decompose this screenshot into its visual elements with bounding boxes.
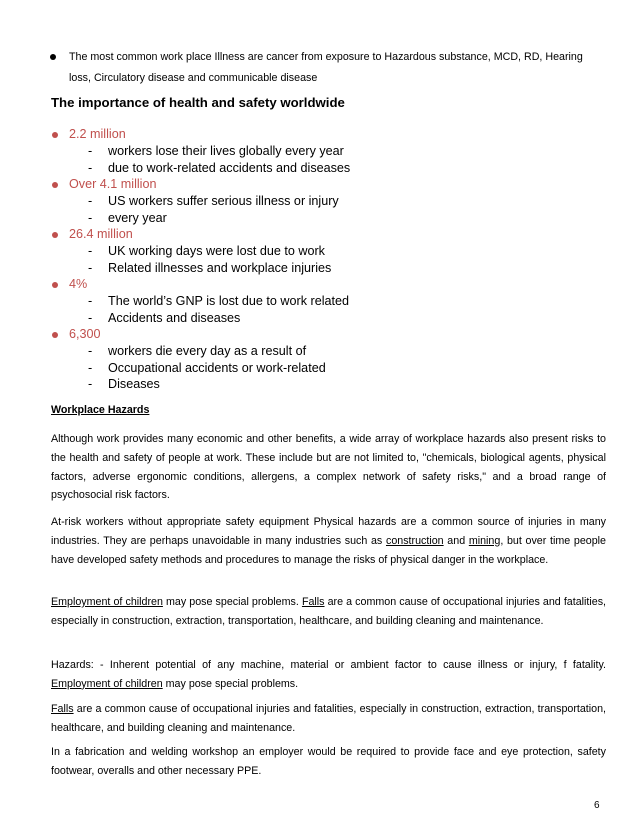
bullet-icon (52, 232, 58, 238)
bullet-icon (52, 132, 58, 138)
paragraph-5 (51, 700, 606, 738)
stat-detail-text: The world’s GNP is lost due to work related (108, 294, 350, 308)
stat-detail-line (51, 210, 451, 227)
paragraph-2 (51, 513, 606, 569)
paragraph-3 (51, 593, 606, 631)
stat-detail-text: Related illnesses and workplace injuries (108, 260, 332, 275)
dash-marker: - (88, 260, 93, 275)
stat-detail-line (51, 243, 451, 260)
employment-of-children-link-2[interactable]: Employment of children (51, 677, 163, 690)
stat-value: 26.4 million (69, 227, 133, 241)
dash-marker: - (88, 310, 93, 325)
stat-detail-text: due to work-related accidents and diseases (108, 160, 351, 175)
dash-marker: - (88, 244, 93, 258)
paragraph-5-text-a: are a common cause of occupational injuries and fatalities, especially in construction, extraction, transportation, healthcare, and building cleaning and maintenance. (51, 703, 606, 734)
paragraph-4-text-a: Hazards: - Inherent potential of any machine, material or ambient factor to cause illness or injury, f fatality. (51, 659, 606, 671)
paragraph-2-text-c: , but over time people have developed safety methods and procedures to manage the risks of physical danger in the workplace. (51, 534, 606, 566)
paragraph-6: In a fabrication and welding workshop an employer would be required to provide face and eye protection, safety footwear, overalls and other necessary PPE. (51, 746, 606, 777)
stat-detail-line (51, 160, 451, 177)
paragraph-2-text-b: and (443, 534, 469, 547)
construction-link[interactable]: construction (385, 534, 444, 547)
stat-item (51, 126, 451, 143)
paragraph-4-text-b: may pose special problems. (162, 677, 299, 690)
bullet-icon (52, 282, 58, 288)
dash-marker: - (88, 210, 93, 225)
dash-marker: - (88, 377, 93, 391)
dash-marker: - (88, 160, 93, 175)
stat-detail-line (51, 310, 451, 327)
stat-value: 6,300 (69, 327, 101, 341)
stat-detail-line (51, 343, 451, 360)
dash-marker: - (88, 294, 93, 308)
stat-detail-line (51, 360, 451, 377)
top-bullet-text: The most common work place Illness are cancer from exposure to Hazardous substance, MCD, RD, Hearing loss, Circulatory disease and communicable disease (69, 51, 583, 84)
stat-detail-line (51, 260, 451, 277)
stat-detail-line (51, 376, 451, 393)
mining-link[interactable]: mining (468, 534, 501, 547)
section-heading: The importance of health and safety worldwide (51, 95, 345, 110)
stat-detail-text: UK working days were lost due to work (108, 244, 325, 258)
statistics-list (51, 126, 451, 393)
stat-value: 4% (69, 277, 88, 291)
dash-marker: - (88, 344, 93, 358)
stat-value: Over 4.1 million (69, 177, 157, 191)
stat-item (51, 226, 451, 243)
bullet-icon (52, 182, 58, 188)
stat-detail-text: Diseases (108, 377, 160, 391)
employment-of-children-link[interactable]: Employment of children (51, 596, 163, 608)
stat-detail-line (51, 143, 451, 160)
stat-detail-text: Accidents and diseases (108, 310, 241, 325)
paragraph-3-text-a: may pose special problems. (162, 596, 302, 608)
stat-item (51, 276, 451, 293)
workplace-hazards-title: Workplace Hazards (51, 404, 150, 416)
stat-value: 2.2 million (69, 127, 126, 141)
page-number: 6 (594, 800, 600, 811)
paragraph-3-text-b: are a common cause of occupational injuries and fatalities, especially in construction, extraction, transportation, healthcare, and building cleaning and maintenance. (51, 596, 607, 627)
stat-detail-text: workers die every day as a result of (108, 344, 307, 358)
stat-detail-line (51, 193, 451, 210)
stat-detail-text: US workers suffer serious illness or injury (108, 194, 339, 208)
falls-link-2[interactable]: Falls (51, 703, 74, 715)
stat-item (51, 176, 451, 193)
stat-detail-text: Occupational accidents or work-related (108, 360, 326, 375)
dash-marker: - (88, 194, 93, 208)
bullet-icon (52, 332, 58, 338)
paragraph-2-text-a: At-risk workers without appropriate safety equipment Physical hazards are a common source of injuries in many industries. They are perhaps unavoidable in many industries such as (51, 516, 606, 547)
bullet-icon (50, 54, 56, 60)
falls-link[interactable]: Falls (301, 596, 325, 608)
stat-item (51, 326, 451, 343)
stat-detail-text: every year (108, 210, 167, 225)
paragraph-4 (51, 656, 606, 694)
stat-detail-text: workers lose their lives globally every year (108, 144, 344, 158)
dash-marker: - (88, 360, 93, 375)
stat-detail-line (51, 293, 451, 310)
dash-marker: - (88, 144, 93, 158)
paragraph-1: Although work provides many economic and other benefits, a wide array of workplace hazards also present risks to the health and safety of people at work. These include but are not limited to, "chemicals, biological agents, physical factors, adverse ergonomic conditions, allergens, a complex network of safety risks," and a broad range of psychosocial risk factors. (51, 433, 606, 502)
